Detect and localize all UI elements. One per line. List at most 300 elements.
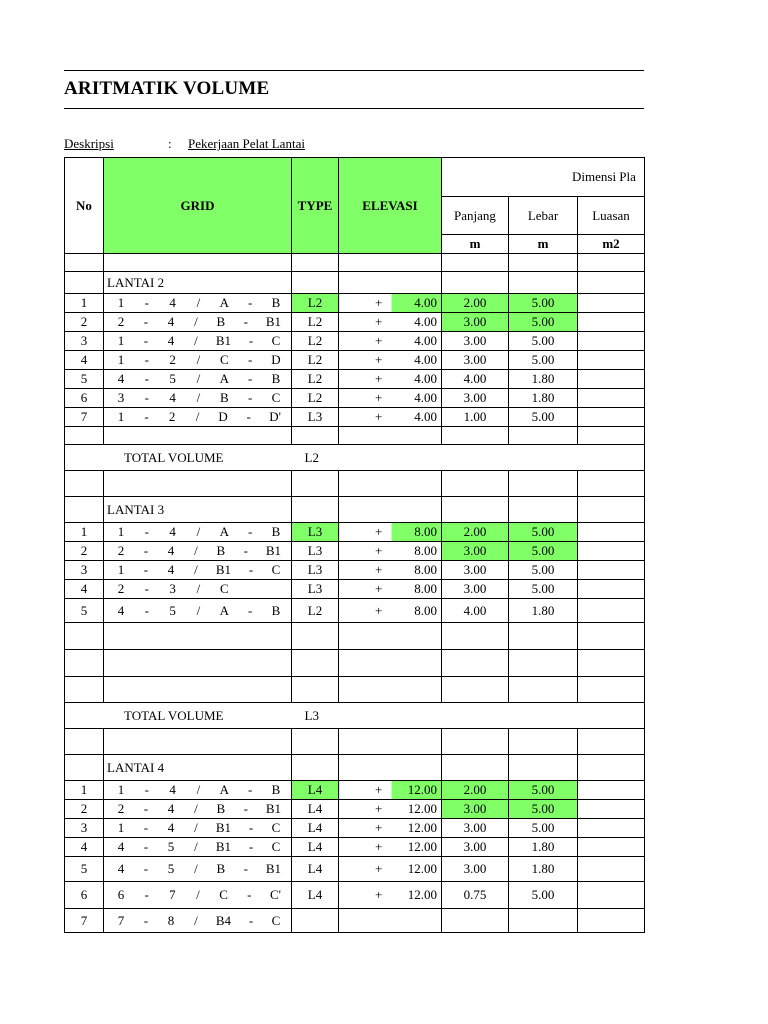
empty-cell	[339, 623, 442, 650]
row-type: L4	[292, 819, 339, 838]
grid-part: -	[143, 333, 149, 348]
grid-part: 1	[117, 524, 125, 539]
grid-part: B1	[215, 839, 232, 854]
page-title: ARITMATIK VOLUME	[64, 78, 270, 99]
grid-part: -	[243, 314, 249, 329]
grid-part: 3	[117, 390, 125, 405]
row-panjang: 3.00	[442, 351, 509, 370]
elevasi-value: 4.00	[414, 352, 437, 367]
grid-part: -	[144, 581, 149, 596]
row-no: 7	[65, 909, 104, 933]
row-type: L4	[292, 882, 339, 909]
empty-cell	[65, 254, 104, 272]
grid-parts	[104, 913, 291, 929]
grid-part: A	[219, 295, 229, 310]
grid-part: B	[271, 602, 281, 618]
section-cell	[578, 272, 645, 294]
grid-part: /	[194, 333, 198, 348]
row-elevasi	[339, 389, 442, 408]
elevasi-value: 8.00	[414, 562, 437, 577]
grid-part: A	[219, 602, 229, 618]
empty-cell	[578, 729, 645, 755]
empty-cell	[339, 650, 442, 677]
grid-part: 4	[167, 314, 175, 329]
grid-parts	[104, 861, 291, 877]
grid-part	[245, 581, 255, 597]
grid-part: -	[143, 912, 149, 928]
row-panjang: 3.00	[442, 332, 509, 351]
grid-part: /	[194, 839, 198, 854]
section-cell	[442, 272, 509, 294]
empty-cell	[65, 729, 104, 755]
grid-part: C	[219, 352, 229, 367]
row-luasan	[578, 294, 645, 313]
row-panjang: 3.00	[442, 580, 509, 599]
row-luasan	[578, 909, 645, 933]
grid-part: B	[216, 801, 226, 816]
grid-part: /	[196, 602, 201, 618]
grid-part: /	[196, 352, 201, 367]
grid-part: B1	[265, 801, 281, 816]
row-no: 1	[65, 523, 104, 542]
grid-part: 4	[117, 839, 125, 854]
grid-part: -	[247, 524, 253, 539]
elevasi-parts	[339, 801, 441, 817]
grid-parts	[104, 887, 291, 903]
elevasi-sign: +	[375, 543, 383, 558]
grid-part: C	[271, 562, 281, 577]
table-row	[65, 370, 645, 389]
empty-cell	[292, 650, 339, 677]
grid-part: B4	[215, 912, 232, 928]
grid-parts	[104, 295, 291, 311]
grid-part: -	[243, 801, 249, 816]
grid-part: /	[195, 409, 200, 424]
empty-row	[65, 650, 645, 677]
row-grid	[104, 819, 292, 838]
empty-cell	[65, 650, 104, 677]
row-luasan	[578, 389, 645, 408]
elevasi-value: 12.00	[407, 782, 437, 797]
table-row	[65, 838, 645, 857]
row-panjang	[442, 909, 509, 933]
row-grid	[104, 580, 292, 599]
elevasi-value: 12.00	[407, 861, 437, 876]
top-rule	[64, 70, 644, 71]
grid-part: -	[144, 524, 149, 539]
empty-cell	[65, 427, 104, 445]
row-panjang: 2.00	[442, 781, 509, 800]
grid-part: 4	[167, 562, 175, 577]
empty-row	[65, 427, 645, 445]
elevasi-value: 4.00	[414, 295, 437, 310]
header-dimensi: Dimensi Pla	[442, 158, 645, 197]
grid-part: C	[271, 390, 281, 405]
header-elevasi: ELEVASI	[339, 158, 442, 254]
grid-part: /	[196, 524, 201, 539]
row-lebar: 5.00	[509, 580, 578, 599]
total-type: L2	[292, 445, 645, 471]
grid-part: 4	[117, 602, 125, 618]
empty-row	[65, 471, 645, 497]
elevasi-value: 4.00	[414, 409, 437, 424]
empty-cell	[442, 471, 509, 497]
elevasi-parts	[339, 861, 441, 877]
grid-part: /	[196, 371, 201, 386]
total-label: TOTAL VOLUME	[65, 445, 292, 471]
row-panjang: 0.75	[442, 882, 509, 909]
row-type: L4	[292, 838, 339, 857]
section-cell	[65, 755, 104, 781]
table-row	[65, 332, 645, 351]
empty-cell	[509, 650, 578, 677]
row-lebar: 5.00	[509, 561, 578, 580]
empty-cell	[104, 650, 292, 677]
empty-row	[65, 254, 645, 272]
total-type: L3	[292, 703, 645, 729]
row-type	[292, 909, 339, 933]
empty-cell	[104, 471, 292, 497]
row-luasan	[578, 561, 645, 580]
row-type: L2	[292, 313, 339, 332]
row-no: 7	[65, 408, 104, 427]
row-lebar: 5.00	[509, 351, 578, 370]
row-grid	[104, 332, 292, 351]
row-elevasi	[339, 857, 442, 882]
row-grid	[104, 909, 292, 933]
elevasi-parts	[339, 314, 441, 330]
elevasi-value: 12.00	[407, 839, 437, 854]
table-row	[65, 542, 645, 561]
row-grid	[104, 313, 292, 332]
grid-part: B1	[265, 543, 281, 558]
elevasi-sign: +	[375, 333, 383, 348]
grid-parts	[104, 314, 291, 330]
row-no: 2	[65, 800, 104, 819]
row-grid	[104, 781, 292, 800]
grid-parts	[104, 543, 291, 559]
grid-part: D'	[269, 409, 281, 424]
empty-cell	[292, 471, 339, 497]
elevasi-parts	[339, 562, 441, 578]
elevasi-sign: +	[375, 390, 383, 405]
table-row	[65, 580, 645, 599]
elevasi-sign: +	[375, 602, 383, 618]
grid-part: B	[219, 390, 229, 405]
row-panjang: 4.00	[442, 599, 509, 623]
grid-parts	[104, 801, 291, 817]
row-luasan	[578, 332, 645, 351]
grid-part: 1	[117, 820, 125, 835]
grid-part: /	[194, 543, 198, 558]
grid-part: -	[243, 861, 249, 876]
grid-part: C'	[269, 887, 281, 902]
row-grid	[104, 838, 292, 857]
elevasi-parts	[339, 352, 441, 368]
grid-parts	[104, 839, 291, 855]
section-row	[65, 497, 645, 523]
grid-parts	[104, 390, 291, 406]
grid-part: A	[219, 782, 229, 797]
empty-cell	[509, 471, 578, 497]
elevasi-parts	[339, 603, 441, 619]
table-row	[65, 313, 645, 332]
grid-part: 2	[117, 581, 125, 596]
grid-part: 1	[117, 409, 125, 424]
row-no: 3	[65, 819, 104, 838]
row-elevasi	[339, 781, 442, 800]
grid-part: -	[247, 371, 253, 386]
elevasi-value: 4.00	[414, 333, 437, 348]
section-title: LANTAI 3	[104, 497, 292, 523]
elevasi-sign: +	[375, 839, 383, 854]
empty-cell	[578, 254, 645, 272]
grid-part: B	[216, 861, 226, 876]
empty-row	[65, 623, 645, 650]
grid-part: 2	[168, 409, 176, 424]
grid-part: B	[271, 782, 281, 797]
row-lebar: 5.00	[509, 800, 578, 819]
grid-parts	[104, 333, 291, 349]
section-cell	[578, 755, 645, 781]
grid-part: -	[143, 820, 149, 835]
elevasi-parts	[339, 581, 441, 597]
description-colon: :	[168, 136, 172, 151]
row-no: 3	[65, 561, 104, 580]
elevasi-value: 8.00	[414, 581, 437, 596]
elevasi-parts	[339, 782, 441, 798]
row-lebar: 1.80	[509, 370, 578, 389]
grid-parts	[104, 581, 291, 597]
row-lebar: 1.80	[509, 857, 578, 882]
elevasi-parts	[339, 409, 441, 425]
elevasi-sign: +	[375, 801, 383, 816]
description-label: Deskripsi	[64, 136, 114, 151]
row-luasan	[578, 313, 645, 332]
row-luasan	[578, 523, 645, 542]
row-elevasi	[339, 332, 442, 351]
table-body	[65, 254, 645, 933]
row-grid	[104, 294, 292, 313]
elevasi-sign: +	[375, 352, 383, 367]
row-no: 1	[65, 781, 104, 800]
description-value: Pekerjaan Pelat Lantai	[188, 136, 305, 151]
table-row	[65, 857, 645, 882]
row-grid	[104, 542, 292, 561]
grid-part: 4	[169, 390, 176, 405]
elevasi-sign: +	[375, 861, 383, 876]
grid-part: -	[247, 602, 253, 618]
grid-part: -	[144, 782, 149, 797]
empty-cell	[292, 254, 339, 272]
row-no: 2	[65, 313, 104, 332]
grid-part: -	[246, 409, 251, 424]
elevasi-sign: +	[375, 409, 383, 424]
row-grid	[104, 561, 292, 580]
empty-cell	[509, 729, 578, 755]
grid-part: -	[144, 352, 149, 367]
row-luasan	[578, 781, 645, 800]
empty-cell	[442, 254, 509, 272]
elevasi-sign: +	[375, 295, 383, 310]
row-lebar: 5.00	[509, 542, 578, 561]
row-elevasi	[339, 408, 442, 427]
grid-part: 1	[117, 562, 125, 577]
header-no: No	[65, 158, 104, 254]
row-grid	[104, 857, 292, 882]
row-elevasi	[339, 599, 442, 623]
row-no: 4	[65, 838, 104, 857]
grid-part: /	[194, 562, 198, 577]
grid-part: 4	[117, 861, 125, 876]
empty-cell	[292, 729, 339, 755]
row-grid	[104, 882, 292, 909]
total-label: TOTAL VOLUME	[65, 703, 292, 729]
elevasi-value: 4.00	[414, 390, 437, 405]
grid-parts	[104, 603, 291, 619]
grid-part: -	[143, 562, 149, 577]
row-no: 5	[65, 599, 104, 623]
section-cell	[509, 272, 578, 294]
elevasi-parts	[339, 839, 441, 855]
row-type: L2	[292, 294, 339, 313]
grid-part: 5	[167, 861, 175, 876]
grid-part: 6	[117, 887, 125, 902]
empty-row	[65, 677, 645, 703]
header-lebar: Lebar	[509, 197, 578, 235]
grid-parts	[104, 352, 291, 368]
empty-cell	[578, 623, 645, 650]
row-no: 5	[65, 857, 104, 882]
grid-part: /	[196, 295, 201, 310]
row-elevasi	[339, 313, 442, 332]
grid-part	[271, 581, 281, 597]
row-elevasi	[339, 580, 442, 599]
grid-part: -	[247, 352, 253, 367]
grid-part: 4	[169, 524, 176, 539]
row-no: 4	[65, 351, 104, 370]
empty-cell	[339, 677, 442, 703]
empty-row	[65, 729, 645, 755]
empty-cell	[442, 427, 509, 445]
row-no: 1	[65, 294, 104, 313]
grid-part: /	[196, 390, 201, 405]
grid-part: D	[218, 409, 228, 424]
grid-part: -	[143, 839, 149, 854]
grid-part: 2	[117, 314, 125, 329]
grid-part: 2	[169, 352, 176, 367]
grid-part: B	[271, 295, 281, 310]
row-grid	[104, 408, 292, 427]
grid-part: -	[248, 912, 254, 928]
grid-parts	[104, 371, 291, 387]
grid-part: 2	[117, 543, 125, 558]
elevasi-sign: +	[375, 581, 383, 596]
grid-part: C	[271, 333, 281, 348]
table-row	[65, 882, 645, 909]
section-title: LANTAI 4	[104, 755, 292, 781]
grid-part: C	[219, 887, 228, 902]
section-cell	[292, 755, 339, 781]
grid-part: B1	[215, 333, 232, 348]
elevasi-sign: +	[375, 782, 383, 797]
grid-part: /	[194, 912, 198, 928]
row-luasan	[578, 882, 645, 909]
grid-part: -	[248, 820, 254, 835]
header-panjang: Panjang	[442, 197, 509, 235]
elevasi-value: 8.00	[414, 543, 437, 558]
row-lebar: 5.00	[509, 819, 578, 838]
grid-part: 2	[117, 801, 125, 816]
section-cell	[442, 755, 509, 781]
section-cell	[65, 497, 104, 523]
row-elevasi	[339, 542, 442, 561]
elevasi-parts	[339, 390, 441, 406]
empty-cell	[104, 729, 292, 755]
grid-part: 5	[169, 371, 176, 386]
table-row	[65, 819, 645, 838]
row-luasan	[578, 542, 645, 561]
row-elevasi	[339, 561, 442, 580]
empty-cell	[104, 427, 292, 445]
elevasi-value: 12.00	[407, 887, 437, 902]
row-grid	[104, 523, 292, 542]
grid-part: /	[196, 581, 201, 596]
row-luasan	[578, 857, 645, 882]
empty-cell	[509, 623, 578, 650]
row-panjang: 3.00	[442, 800, 509, 819]
row-luasan	[578, 580, 645, 599]
grid-part: -	[143, 801, 149, 816]
row-lebar: 5.00	[509, 313, 578, 332]
empty-cell	[65, 471, 104, 497]
grid-part: C	[271, 839, 281, 854]
row-luasan	[578, 599, 645, 623]
row-elevasi	[339, 909, 442, 933]
row-type: L4	[292, 781, 339, 800]
row-no: 6	[65, 389, 104, 408]
row-lebar: 5.00	[509, 408, 578, 427]
elevasi-value: 4.00	[414, 371, 437, 386]
row-type: L2	[292, 332, 339, 351]
row-panjang: 3.00	[442, 561, 509, 580]
elevasi-sign: +	[375, 887, 383, 902]
grid-part: C	[271, 912, 281, 928]
section-row	[65, 755, 645, 781]
row-panjang: 3.00	[442, 389, 509, 408]
row-lebar: 5.00	[509, 294, 578, 313]
row-no: 3	[65, 332, 104, 351]
row-lebar: 5.00	[509, 781, 578, 800]
grid-part: /	[194, 801, 198, 816]
section-cell	[442, 497, 509, 523]
row-type: L2	[292, 370, 339, 389]
grid-part: 4	[167, 543, 175, 558]
empty-cell	[578, 677, 645, 703]
empty-cell	[442, 729, 509, 755]
row-luasan	[578, 370, 645, 389]
row-grid	[104, 351, 292, 370]
row-grid	[104, 599, 292, 623]
empty-cell	[339, 427, 442, 445]
grid-part: /	[194, 314, 198, 329]
table-row	[65, 294, 645, 313]
row-lebar: 1.80	[509, 838, 578, 857]
title-rule	[64, 108, 644, 109]
grid-part: 8	[167, 912, 175, 928]
grid-part: 4	[169, 782, 176, 797]
empty-cell	[65, 623, 104, 650]
